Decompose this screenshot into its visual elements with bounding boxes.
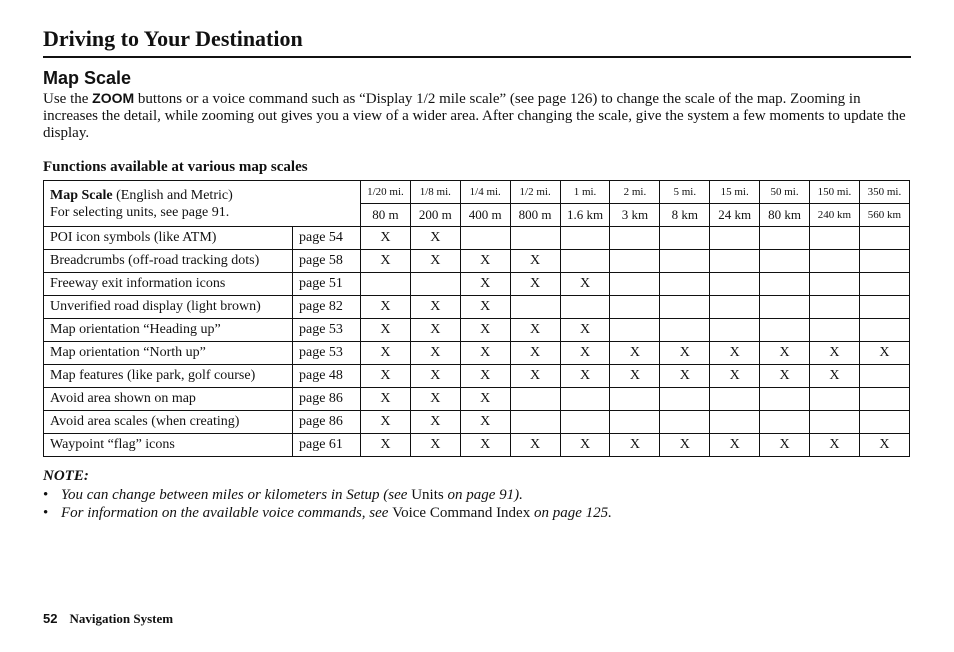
availability-cell — [660, 388, 710, 411]
table-row — [44, 227, 910, 250]
availability-cell — [660, 319, 710, 342]
scale-miles-header: 1/2 mi. — [510, 181, 560, 204]
availability-cell: X — [460, 273, 510, 296]
title-rule — [43, 56, 911, 58]
availability-cell — [510, 227, 560, 250]
availability-cell: X — [460, 365, 510, 388]
scale-miles-header: 2 mi. — [610, 181, 660, 204]
availability-cell — [760, 388, 810, 411]
availability-cell: X — [810, 434, 860, 457]
availability-cell — [560, 227, 610, 250]
availability-cell — [760, 273, 810, 296]
scale-metric-header: 240 km — [810, 204, 860, 227]
availability-cell: X — [361, 388, 411, 411]
availability-cell — [710, 411, 760, 434]
bullet-icon: • — [43, 504, 49, 521]
availability-cell — [859, 365, 909, 388]
page-title: Driving to Your Destination — [43, 26, 303, 51]
page-ref-cell: page 53 — [293, 342, 361, 365]
availability-cell — [610, 411, 660, 434]
availability-cell: X — [710, 434, 760, 457]
availability-cell: X — [660, 342, 710, 365]
availability-cell: X — [560, 273, 610, 296]
availability-cell: X — [510, 273, 560, 296]
table-row — [44, 250, 910, 273]
scale-miles-header: 1/4 mi. — [460, 181, 510, 204]
availability-cell: X — [710, 365, 760, 388]
availability-cell: X — [460, 342, 510, 365]
section-heading: Map Scale — [43, 68, 132, 88]
bullet-icon: • — [43, 487, 49, 503]
availability-cell — [760, 250, 810, 273]
availability-cell: X — [660, 365, 710, 388]
note-label: NOTE: — [43, 468, 89, 484]
zoom-keyword: ZOOM — [92, 90, 135, 106]
availability-cell — [710, 273, 760, 296]
availability-cell: X — [810, 365, 860, 388]
scale-miles-header: 150 mi. — [810, 181, 860, 204]
availability-cell: X — [460, 388, 510, 411]
availability-cell — [760, 296, 810, 319]
map-scale-units-note: (English and Metric) — [112, 187, 233, 203]
map-scale-table — [43, 180, 910, 457]
availability-cell: X — [460, 411, 510, 434]
scale-miles-header: 15 mi. — [710, 181, 760, 204]
availability-cell — [510, 296, 560, 319]
feature-cell: Map features (like park, golf course) — [44, 365, 293, 388]
feature-cell: Freeway exit information icons — [44, 273, 293, 296]
page-ref-cell: page 54 — [293, 227, 361, 250]
availability-cell — [610, 250, 660, 273]
availability-cell — [710, 319, 760, 342]
table-row — [44, 365, 910, 388]
feature-cell: POI icon symbols (like ATM) — [44, 227, 293, 250]
scale-miles-header: 1/8 mi. — [410, 181, 460, 204]
availability-cell — [560, 411, 610, 434]
page-ref-cell: page 86 — [293, 411, 361, 434]
availability-cell — [859, 411, 909, 434]
availability-cell: X — [610, 365, 660, 388]
availability-cell: X — [410, 342, 460, 365]
availability-cell — [859, 227, 909, 250]
availability-cell: X — [560, 434, 610, 457]
availability-cell — [560, 250, 610, 273]
feature-cell: Avoid area shown on map — [44, 388, 293, 411]
availability-cell — [859, 319, 909, 342]
availability-cell: X — [410, 250, 460, 273]
availability-cell: X — [760, 434, 810, 457]
availability-cell — [859, 273, 909, 296]
availability-cell: X — [510, 319, 560, 342]
page-ref-cell: page 53 — [293, 319, 361, 342]
map-scale-label: Map Scale — [50, 187, 113, 203]
availability-cell — [560, 296, 610, 319]
availability-cell: X — [760, 365, 810, 388]
availability-cell — [660, 250, 710, 273]
scale-metric-header: 560 km — [859, 204, 909, 227]
availability-cell: X — [361, 319, 411, 342]
availability-cell — [859, 388, 909, 411]
scale-metric-header: 200 m — [410, 204, 460, 227]
note-term: Units — [411, 487, 444, 503]
availability-cell — [510, 411, 560, 434]
intro-paragraph — [43, 90, 913, 142]
availability-cell — [810, 319, 860, 342]
scale-miles-header: 50 mi. — [760, 181, 810, 204]
page-ref-cell: page 48 — [293, 365, 361, 388]
availability-cell: X — [560, 319, 610, 342]
availability-cell: X — [361, 250, 411, 273]
availability-cell — [361, 273, 411, 296]
availability-cell: X — [410, 365, 460, 388]
availability-cell: X — [610, 434, 660, 457]
availability-cell — [810, 296, 860, 319]
intro-text-start: Use the — [43, 91, 93, 107]
note-text: on page 91). — [443, 487, 523, 503]
scale-metric-header: 400 m — [460, 204, 510, 227]
feature-cell: Waypoint “flag” icons — [44, 434, 293, 457]
availability-cell — [610, 296, 660, 319]
note-text: on page 125. — [530, 504, 612, 521]
availability-cell — [510, 388, 560, 411]
page-ref-cell: page 58 — [293, 250, 361, 273]
availability-cell: X — [410, 388, 460, 411]
table-row — [44, 434, 910, 457]
availability-cell — [760, 319, 810, 342]
availability-cell: X — [510, 342, 560, 365]
availability-cell — [810, 388, 860, 411]
scale-miles-header: 1 mi. — [560, 181, 610, 204]
note-text: You can change between miles or kilometers in Setup (see — [61, 487, 412, 503]
availability-cell: X — [510, 250, 560, 273]
availability-cell: X — [361, 342, 411, 365]
page-ref-cell: page 86 — [293, 388, 361, 411]
units-reference: For selecting units, see page 91. — [50, 204, 230, 220]
scale-metric-header: 1.6 km — [560, 204, 610, 227]
availability-cell: X — [760, 342, 810, 365]
availability-cell — [560, 388, 610, 411]
feature-cell: Unverified road display (light brown) — [44, 296, 293, 319]
availability-cell: X — [510, 434, 560, 457]
availability-cell — [760, 411, 810, 434]
availability-cell: X — [810, 342, 860, 365]
scale-metric-header: 80 m — [361, 204, 411, 227]
page-number: 52 — [43, 611, 58, 626]
table-heading: Functions available at various map scales — [43, 159, 308, 175]
availability-cell — [810, 227, 860, 250]
availability-cell — [710, 388, 760, 411]
availability-cell — [859, 296, 909, 319]
availability-cell: X — [460, 250, 510, 273]
scale-miles-header: 1/20 mi. — [361, 181, 411, 204]
scale-miles-header: 350 mi. — [859, 181, 909, 204]
availability-cell — [660, 296, 710, 319]
page-ref-cell: page 82 — [293, 296, 361, 319]
availability-cell: X — [610, 342, 660, 365]
feature-cell: Map orientation “Heading up” — [44, 319, 293, 342]
note-text: For information on the available voice commands, see — [61, 504, 393, 521]
feature-cell: Breadcrumbs (off-road tracking dots) — [44, 250, 293, 273]
table-row — [44, 296, 910, 319]
availability-cell — [710, 250, 760, 273]
availability-cell: X — [859, 434, 909, 457]
scale-metric-header: 8 km — [660, 204, 710, 227]
availability-cell — [660, 227, 710, 250]
note-item — [43, 487, 913, 505]
intro-text-rest: buttons or a voice command such as “Display 1/2 mile scale” (see page 126) to change the scale of the map. Zooming in increases the detail, while zooming out gives you a view of a wider area. After changing the scale, give the system a few moments to update the display. — [43, 91, 906, 141]
availability-cell: X — [361, 411, 411, 434]
availability-cell — [710, 227, 760, 250]
availability-cell: X — [410, 411, 460, 434]
availability-cell — [460, 227, 510, 250]
table-row — [44, 273, 910, 296]
availability-cell: X — [410, 227, 460, 250]
availability-cell — [410, 273, 460, 296]
availability-cell — [610, 227, 660, 250]
availability-cell: X — [859, 342, 909, 365]
availability-cell: X — [710, 342, 760, 365]
availability-cell — [660, 411, 710, 434]
availability-cell: X — [410, 319, 460, 342]
availability-cell — [710, 296, 760, 319]
availability-cell — [810, 273, 860, 296]
availability-cell: X — [361, 434, 411, 457]
availability-cell — [660, 273, 710, 296]
availability-cell: X — [660, 434, 710, 457]
availability-cell: X — [460, 434, 510, 457]
table-row — [44, 342, 910, 365]
availability-cell — [859, 250, 909, 273]
availability-cell: X — [460, 296, 510, 319]
table-row — [44, 411, 910, 434]
page-ref-cell: page 61 — [293, 434, 361, 457]
book-name: Navigation System — [69, 611, 174, 626]
note-item — [43, 505, 913, 523]
availability-cell: X — [361, 365, 411, 388]
availability-cell: X — [560, 365, 610, 388]
availability-cell: X — [410, 296, 460, 319]
scale-metric-header: 80 km — [760, 204, 810, 227]
availability-cell: X — [510, 365, 560, 388]
availability-cell — [810, 411, 860, 434]
scale-metric-header: 3 km — [610, 204, 660, 227]
availability-cell: X — [560, 342, 610, 365]
availability-cell — [810, 250, 860, 273]
scale-metric-header: 800 m — [510, 204, 560, 227]
page-footer — [43, 610, 173, 628]
availability-cell: X — [410, 434, 460, 457]
map-scale-header-cell — [44, 181, 361, 227]
availability-cell — [610, 319, 660, 342]
availability-cell — [610, 388, 660, 411]
scale-metric-header: 24 km — [710, 204, 760, 227]
feature-cell: Avoid area scales (when creating) — [44, 411, 293, 434]
availability-cell — [760, 227, 810, 250]
availability-cell: X — [361, 296, 411, 319]
scale-miles-header: 5 mi. — [660, 181, 710, 204]
feature-cell: Map orientation “North up” — [44, 342, 293, 365]
note-list — [43, 487, 913, 522]
table-row — [44, 388, 910, 411]
table-row — [44, 319, 910, 342]
header-row-miles — [44, 181, 910, 204]
availability-cell: X — [361, 227, 411, 250]
availability-cell — [610, 273, 660, 296]
page-ref-cell: page 51 — [293, 273, 361, 296]
note-term: Voice Command Index — [392, 504, 531, 521]
availability-cell: X — [460, 319, 510, 342]
